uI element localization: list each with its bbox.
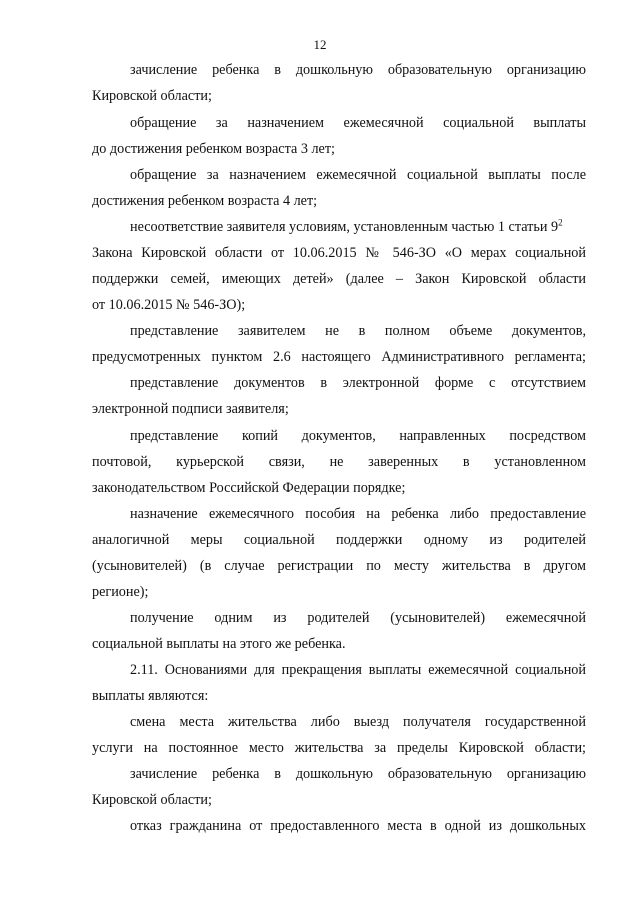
text-line: поддержки семей, имеющих детей» (далее – Закон Кировской области [92,271,586,287]
text-line: представление копий документов, направленных посредством [130,428,586,444]
text-line: обращение за назначением ежемесячной социальной выплаты [130,115,586,131]
text-line: до достижения ребенком возраста 3 лет; [92,141,335,157]
text-line: обращение за назначением ежемесячной социальной выплаты после [130,167,586,183]
text-line [130,219,563,235]
text-line: (усыновителей) (в случае регистрации по месту жительства в другом [92,558,586,574]
text-line: 2.11. Основаниями для прекращения выплаты ежемесячной социальной [130,662,586,678]
text-line: зачисление ребенка в дошкольную образовательную организацию [130,62,586,78]
text-line: предусмотренных пунктом 2.6 настоящего Административного регламента; [92,349,586,365]
text-line-main: несоответствие заявителя условиям, установленным частью 1 статьи 9 [130,219,559,235]
page-number: 12 [313,37,327,52]
text-line: отказ гражданина от предоставленного места в одной из дошкольных [130,818,586,834]
text-line: электронной подписи заявителя; [92,401,289,417]
text-line: достижения ребенком возраста 4 лет; [92,193,318,209]
text-line: социальной выплаты на этого же ребенка. [92,636,346,652]
text-line: услуги на постоянное место жительства за пределы Кировской области; [92,740,586,756]
text-line: представление документов в электронной форме с отсутствием [130,375,586,391]
text-line: Кировской области; [92,792,212,808]
text-line: Кировской области; [92,88,212,104]
text-line: аналогичной меры социальной поддержки одному из родителей [92,532,586,548]
text-line: зачисление ребенка в дошкольную образовательную организацию [130,766,586,782]
text-line: выплаты являются: [92,688,209,704]
text-line: почтовой, курьерской связи, не заверенных в установленном [92,454,586,470]
superscript: 2 [558,217,563,228]
text-line: Закона Кировской области от 10.06.2015 № 546-ЗО «О мерах социальной [92,245,586,261]
text-line: представление заявителем не в полном объеме документов, [130,323,586,339]
text-line: от 10.06.2015 № 546-ЗО); [92,297,246,313]
text-line: назначение ежемесячного пособия на ребенка либо предоставление [130,506,586,522]
text-line: смена места жительства либо выезд получателя государственной [130,714,586,730]
text-line: получение одним из родителей (усыновителей) ежемесячной [130,610,586,626]
text-line: регионе); [92,584,149,600]
text-line: законодательством Российской Федерации порядке; [92,480,406,496]
